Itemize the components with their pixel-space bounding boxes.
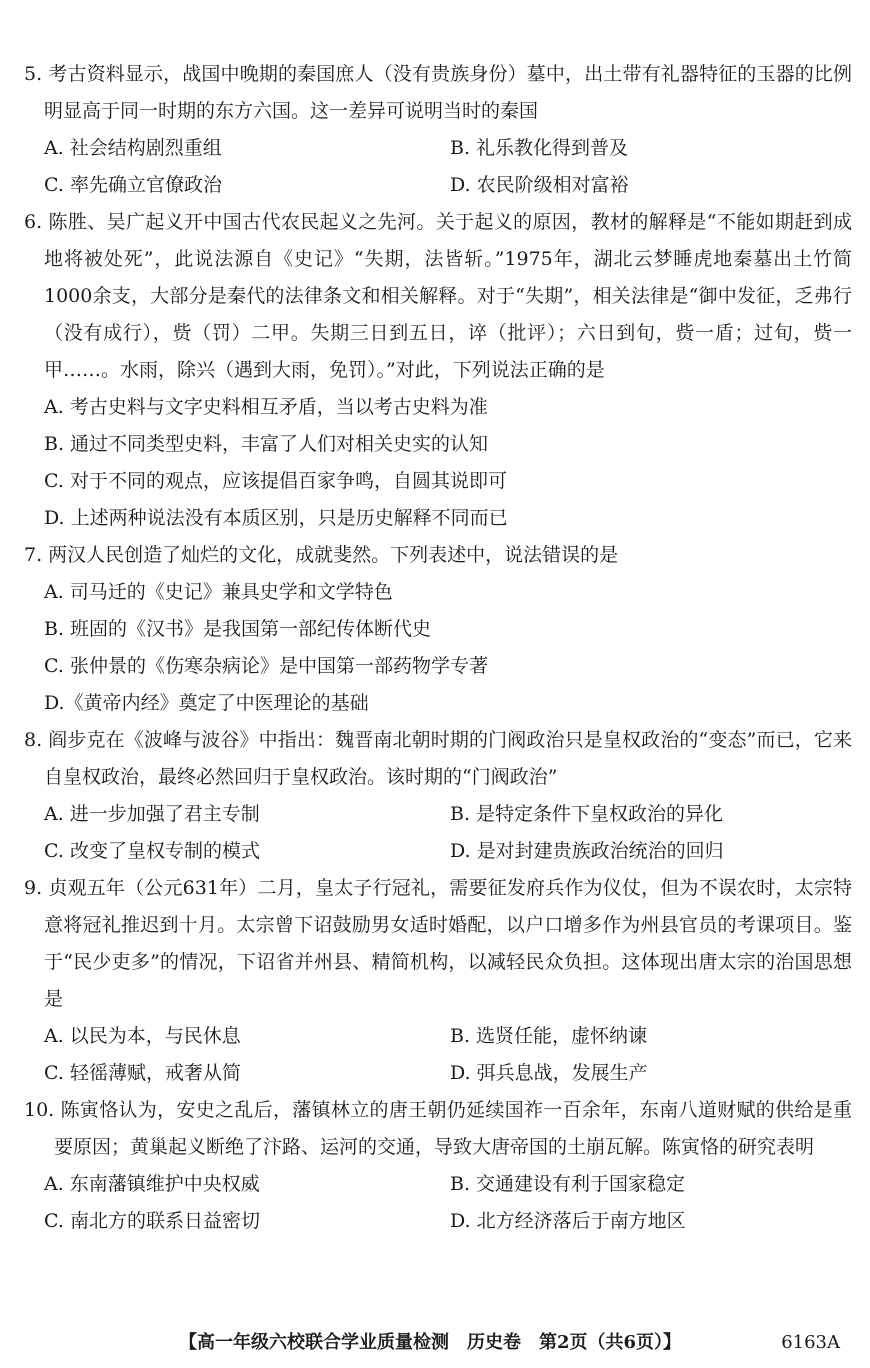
option-b: B. 交通建设有利于国家稳定 (450, 1173, 686, 1195)
option-a: A. 考古史料与文字史料相互矛盾，当以考古史料为准 (44, 396, 488, 418)
question-5 (24, 56, 852, 204)
option-b: B. 通过不同类型史料，丰富了人们对相关史实的认知 (44, 433, 489, 455)
option-list (24, 1018, 852, 1092)
option-b: B. 选贤任能，虚怀纳谏 (450, 1025, 648, 1047)
option-d: D. 是对封建贵族政治统治的回归 (450, 840, 724, 862)
option-list (24, 389, 852, 537)
option-a: A. 东南藩镇维护中央权威 (44, 1173, 260, 1195)
option-a: A. 进一步加强了君主专制 (44, 803, 260, 825)
question-stem: 10. 陈寅恪认为，安史之乱后，藩镇林立的唐王朝仍延续国祚一百余年，东南八道财赋的供给是重要原因；黄巢起义断绝了汴路、运河的交通，导致大唐帝国的土崩瓦解。陈寅恪的研究表明 (24, 1099, 852, 1158)
page-footer (0, 1328, 870, 1358)
question-stem: 8. 阎步克在《波峰与波谷》中指出：魏晋南北朝时期的门阀政治只是皇权政治的“变态”而已，它来自皇权政治，最终必然回归于皇权政治。该时期的“门阀政治” (24, 729, 852, 788)
question-list (24, 56, 852, 1240)
question-stem: 9. 贞观五年（公元631年）二月，皇太子行冠礼，需要征发府兵作为仪仗，但为不误农时，太宗特意将冠礼推迟到十月。太宗曾下诏鼓励男女适时婚配，以户口增多作为州县官员的考课项目。鉴于“民少吏多”的情况，下诏省并州县、精简机构，以减轻民众负担。这体现出唐太宗的治国思想是 (24, 877, 852, 1010)
question-7 (24, 537, 852, 722)
option-list (24, 574, 852, 722)
option-list (24, 130, 852, 204)
option-d: D. 农民阶级相对富裕 (450, 174, 629, 196)
option-b: B. 礼乐教化得到普及 (450, 137, 629, 159)
option-c: C. 率先确立官僚政治 (44, 174, 222, 196)
option-c: C. 南北方的联系日益密切 (44, 1210, 260, 1232)
footer-title: 【高一年级六校联合学业质量检测 历史卷 第2页（共6页）】 (178, 1332, 682, 1353)
question-6 (24, 204, 852, 537)
option-c: C. 轻徭薄赋，戒奢从简 (44, 1062, 241, 1084)
option-d: D.《黄帝内经》奠定了中医理论的基础 (44, 692, 369, 714)
paper-code: 6163A (781, 1332, 840, 1353)
question-10 (24, 1092, 852, 1240)
option-c: C. 张仲景的《伤寒杂病论》是中国第一部药物学专著 (44, 655, 488, 677)
question-stem: 7. 两汉人民创造了灿烂的文化，成就斐然。下列表述中，说法错误的是 (24, 544, 619, 566)
option-d: D. 弭兵息战，发展生产 (450, 1062, 648, 1084)
option-c: C. 对于不同的观点，应该提倡百家争鸣，自圆其说即可 (44, 470, 507, 492)
option-d: D. 上述两种说法没有本质区别，只是历史解释不同而已 (44, 507, 508, 529)
question-9 (24, 870, 852, 1092)
option-a: A. 司马迁的《史记》兼具史学和文学特色 (44, 581, 393, 603)
option-b: B. 是特定条件下皇权政治的异化 (450, 803, 724, 825)
question-stem: 5. 考古资料显示，战国中晚期的秦国庶人（没有贵族身份）墓中，出土带有礼器特征的玉器的比例明显高于同一时期的东方六国。这一差异可说明当时的秦国 (24, 63, 852, 122)
option-list (24, 1166, 852, 1240)
option-a: A. 以民为本，与民休息 (44, 1025, 241, 1047)
option-d: D. 北方经济落后于南方地区 (450, 1210, 686, 1232)
question-8 (24, 722, 852, 870)
question-stem: 6. 陈胜、吴广起义开中国古代农民起义之先河。关于起义的原因，教材的解释是“不能如期赶到成地将被处死”，此说法源自《史记》“失期，法皆斩。”1975年，湖北云梦睡虎地秦墓出土竹简1000余支，大部分是秦代的法律条文和相关解释。对于“失期”，相关法律是“御中发征，乏弗行（没有成行），赀（罚）二甲。失期三日到五日，谇（批评）；六日到旬，赀一盾；过旬，赀一甲……。水雨，除兴（遇到大雨，免罚）。”对此，下列说法正确的是 (24, 211, 852, 381)
option-b: B. 班固的《汉书》是我国第一部纪传体断代史 (44, 618, 432, 640)
option-list (24, 796, 852, 870)
option-c: C. 改变了皇权专制的模式 (44, 840, 260, 862)
option-a: A. 社会结构剧烈重组 (44, 137, 222, 159)
